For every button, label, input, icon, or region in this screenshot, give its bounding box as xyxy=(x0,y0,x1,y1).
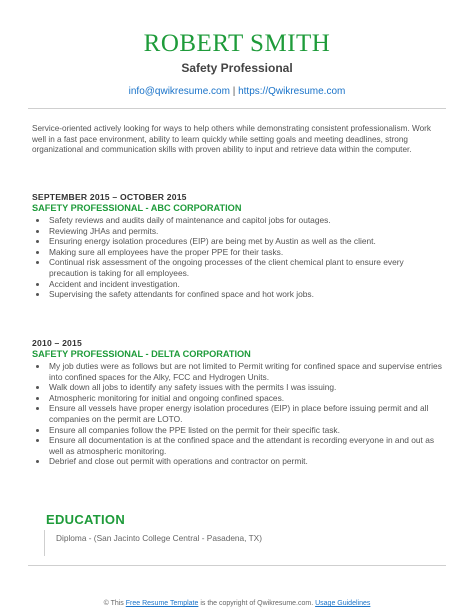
bullet-item: • My job duties were as follows but are not limited to Permit writing for confined space and supervise entries into confined spaces for the Alky, FCC and Hydrogen Units. xyxy=(48,361,442,382)
experience-dates: 2010 – 2015 xyxy=(32,338,82,348)
contact-line xyxy=(0,86,474,97)
candidate-title: Safety Professional xyxy=(181,61,293,75)
bullet-item: • Walk down all jobs to identify any safety issues with the permits I was issuing. xyxy=(48,382,442,393)
bullet-item: • Accident and incident investigation. xyxy=(48,279,442,290)
header-divider xyxy=(28,108,446,109)
usage-guidelines-link[interactable]: Usage Guidelines xyxy=(315,600,371,607)
education-item: Diploma - (San Jacinto College Central - Pasadena, TX) xyxy=(56,533,262,543)
website-link[interactable]: https://Qwikresume.com xyxy=(238,86,346,97)
experience-dates: SEPTEMBER 2015 – OCTOBER 2015 xyxy=(32,192,187,202)
experience-role: SAFETY PROFESSIONAL - DELTA CORPORATION xyxy=(32,349,251,359)
bullet-item: • Debrief and close out permit with operations and contractor on permit. xyxy=(48,456,442,467)
experience-entry xyxy=(32,192,442,300)
free-resume-template-link[interactable]: Free Resume Template xyxy=(125,600,199,607)
bullet-item: • Continual risk assessment of the ongoing processes of the client chemical plant to ensure every precaution is taking for all employees. xyxy=(48,257,442,278)
experience-bullets xyxy=(32,215,442,300)
bullet-item: • Ensuring energy isolation procedures (EIP) are being met by Austin as well as the client. xyxy=(48,236,442,247)
summary-paragraph: Service-oriented actively looking for ways to help others while demonstrating consistent professionalism. Work well in a fast pace environment, ability to learn quickly while setting goals and meeting deadlines, strong organizational and communication skills with proven ability to input and retrieve data within the computer. xyxy=(32,124,431,154)
footer xyxy=(0,600,474,607)
bullet-item: • Reviewing JHAs and permits. xyxy=(48,226,442,237)
contact-separator: | xyxy=(229,86,239,97)
bullet-item: • Safety reviews and audits daily of maintenance and capitol jobs for outages. xyxy=(48,215,442,226)
bullet-item: • Atmospheric monitoring for initial and ongoing confined spaces. xyxy=(48,393,442,404)
footer-middle: is the copyright of Qwikresume.com. xyxy=(198,600,316,607)
email-link[interactable]: info@qwikresume.com xyxy=(128,86,230,97)
education-accent-line xyxy=(44,530,45,556)
bullet-item: • Ensure all vessels have proper energy isolation procedures (EIP) in place before issuing permit and all companies on the permit are LOTO. xyxy=(48,403,442,424)
experience-entry xyxy=(32,338,442,467)
bullet-item: • Making sure all employees have the proper PPE for their tasks. xyxy=(48,247,442,258)
candidate-name: ROBERT SMITH xyxy=(143,30,331,57)
bullet-item: • Supervising the safety attendants for confined space and hot work jobs. xyxy=(48,289,442,300)
education-heading: EDUCATION xyxy=(46,512,126,527)
footer-divider xyxy=(28,565,446,566)
experience-bullets xyxy=(32,361,442,467)
bullet-item: • Ensure all documentation is at the confined space and the attendant is recording everyone in and out as well as atmospheric monitoring. xyxy=(48,435,442,456)
experience-role: SAFETY PROFESSIONAL - ABC CORPORATION xyxy=(32,203,242,213)
bullet-item: • Ensure all companies follow the PPE listed on the permit for their specific task. xyxy=(48,425,442,436)
footer-prefix: © This xyxy=(103,600,126,607)
